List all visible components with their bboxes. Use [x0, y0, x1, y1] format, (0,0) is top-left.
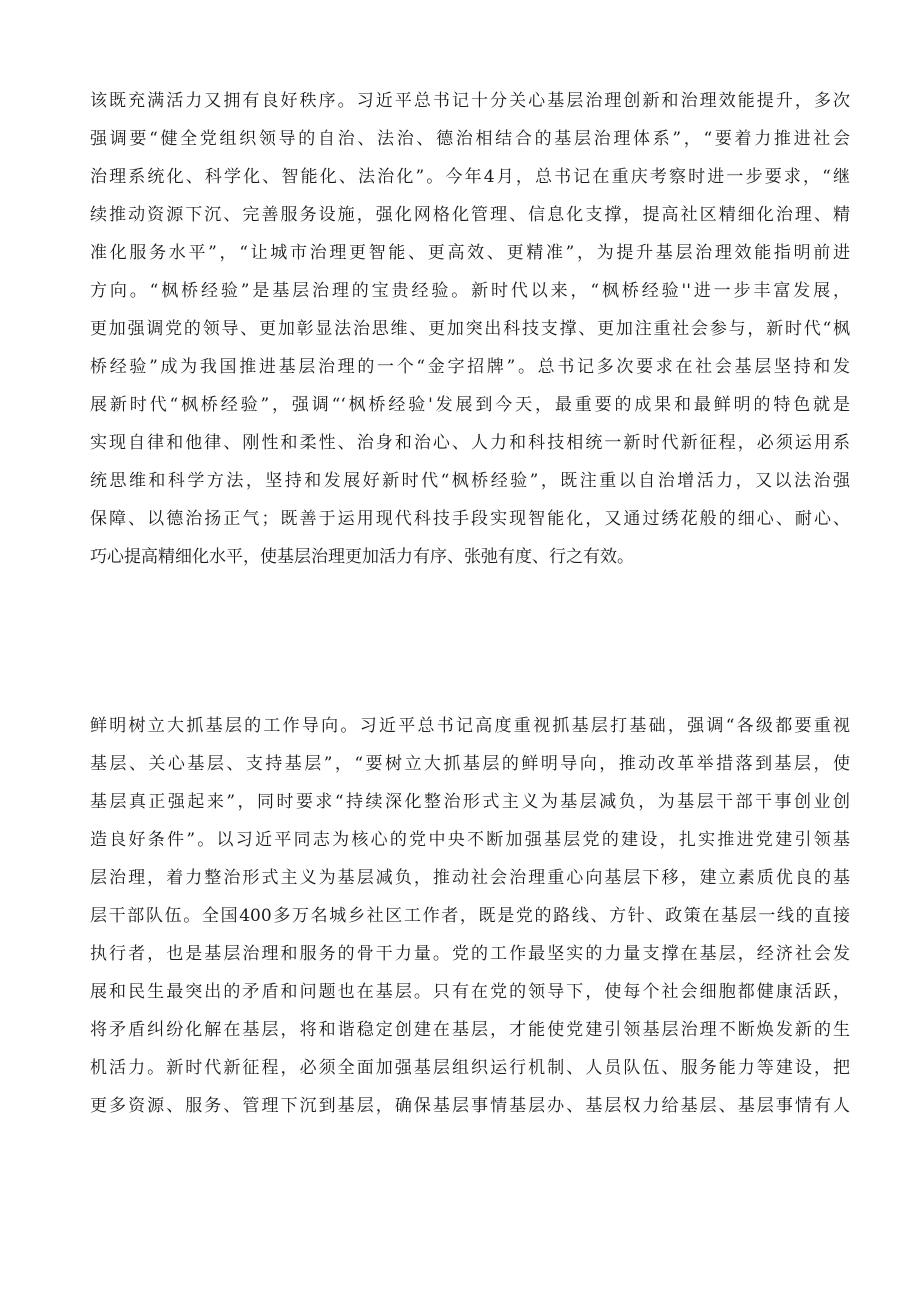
text-line: 更加强调党的领导、更加彰显法治思维、更加突出科技支撑、更加注重社会参与，新时代“枫: [90, 319, 850, 339]
text-line: 将矛盾纠纷化解在基层，将和谐稳定创建在基层，才能使党建引领基层治理不断焕发新的生: [90, 1020, 850, 1040]
text-line: 鲜明树立大抓基层的工作导向。习近平总书记高度重视抓基层打基础，强调“各级都要重视: [90, 716, 850, 736]
text-line: 方向。“枫桥经验”是基层治理的宝贵经验。新时代以来，“枫桥经验''进一步丰富发展，: [90, 281, 850, 301]
text-line: 治理系统化、科学化、智能化、法治化”。今年4月，总书记在重庆考察时进一步要求，“继: [90, 167, 850, 187]
text-line: 强调要“健全党组织领导的自治、法治、德治相结合的基层治理体系”，“要着力推进社会: [90, 129, 850, 149]
text-line: 层治理，着力整治形式主义为基层减负，推动社会治理重心向基层下移，建立素质优良的基: [90, 868, 850, 888]
text-line: 保障、以德治扬正气；既善于运用现代科技手段实现智能化，又通过绣花般的细心、耐心、: [90, 509, 850, 529]
text-line: 更多资源、服务、管理下沉到基层，确保基层事情基层办、基层权力给基层、基层事情有人: [90, 1096, 850, 1116]
paragraph-grassroots-governance: [90, 82, 850, 576]
paragraph-grassroots-work-orientation: [90, 707, 850, 1125]
text-line: 续推动资源下沉、完善服务设施，强化网格化管理、信息化支撑，提高社区精细化治理、精: [90, 205, 850, 225]
text-line: 实现自律和他律、刚性和柔性、治身和治心、人力和科技相统一新时代新征程，必须运用系: [90, 433, 850, 453]
text-line: 该既充满活力又拥有良好秩序。习近平总书记十分关心基层治理创新和治理效能提升，多次: [90, 91, 850, 111]
text-line: 基层、关心基层、支持基层”，“要树立大抓基层的鲜明导向，推动改革举措落到基层，使: [90, 754, 850, 774]
text-line: 展和民生最突出的矛盾和问题也在基层。只有在党的领导下，使每个社会细胞都健康活跃，: [90, 982, 850, 1002]
text-line: 展新时代“枫桥经验”，强调“‘枫桥经验'发展到今天，最重要的成果和最鲜明的特色就是: [90, 395, 850, 415]
text-line: 基层真正强起来”，同时要求“持续深化整治形式主义为基层减负，为基层干部干事创业创: [90, 792, 850, 812]
text-line: 层干部队伍。全国400多万名城乡社区工作者，既是党的路线、方针、政策在基层一线的直接: [90, 906, 850, 926]
text-line: 机活力。新时代新征程，必须全面加强基层组织运行机制、人员队伍、服务能力等建设，把: [90, 1058, 850, 1078]
text-line: 桥经验”成为我国推进基层治理的一个“金字招牌”。总书记多次要求在社会基层坚持和发: [90, 357, 850, 377]
text-line: 执行者，也是基层治理和服务的骨干力量。党的工作最坚实的力量支撑在基层，经济社会发: [90, 944, 850, 964]
text-line: 准化服务水平”，“让城市治理更智能、更高效、更精准”，为提升基层治理效能指明前进: [90, 243, 850, 263]
text-line: 统思维和科学方法，坚持和发展好新时代“枫桥经验”，既注重以自治增活力，又以法治强: [90, 471, 850, 491]
text-line: 巧心提高精细化水平，使基层治理更加活力有序、张弛有度、行之有效。: [90, 547, 634, 567]
text-line: 造良好条件”。以习近平同志为核心的党中央不断加强基层党的建设，扎实推进党建引领基: [90, 830, 850, 850]
